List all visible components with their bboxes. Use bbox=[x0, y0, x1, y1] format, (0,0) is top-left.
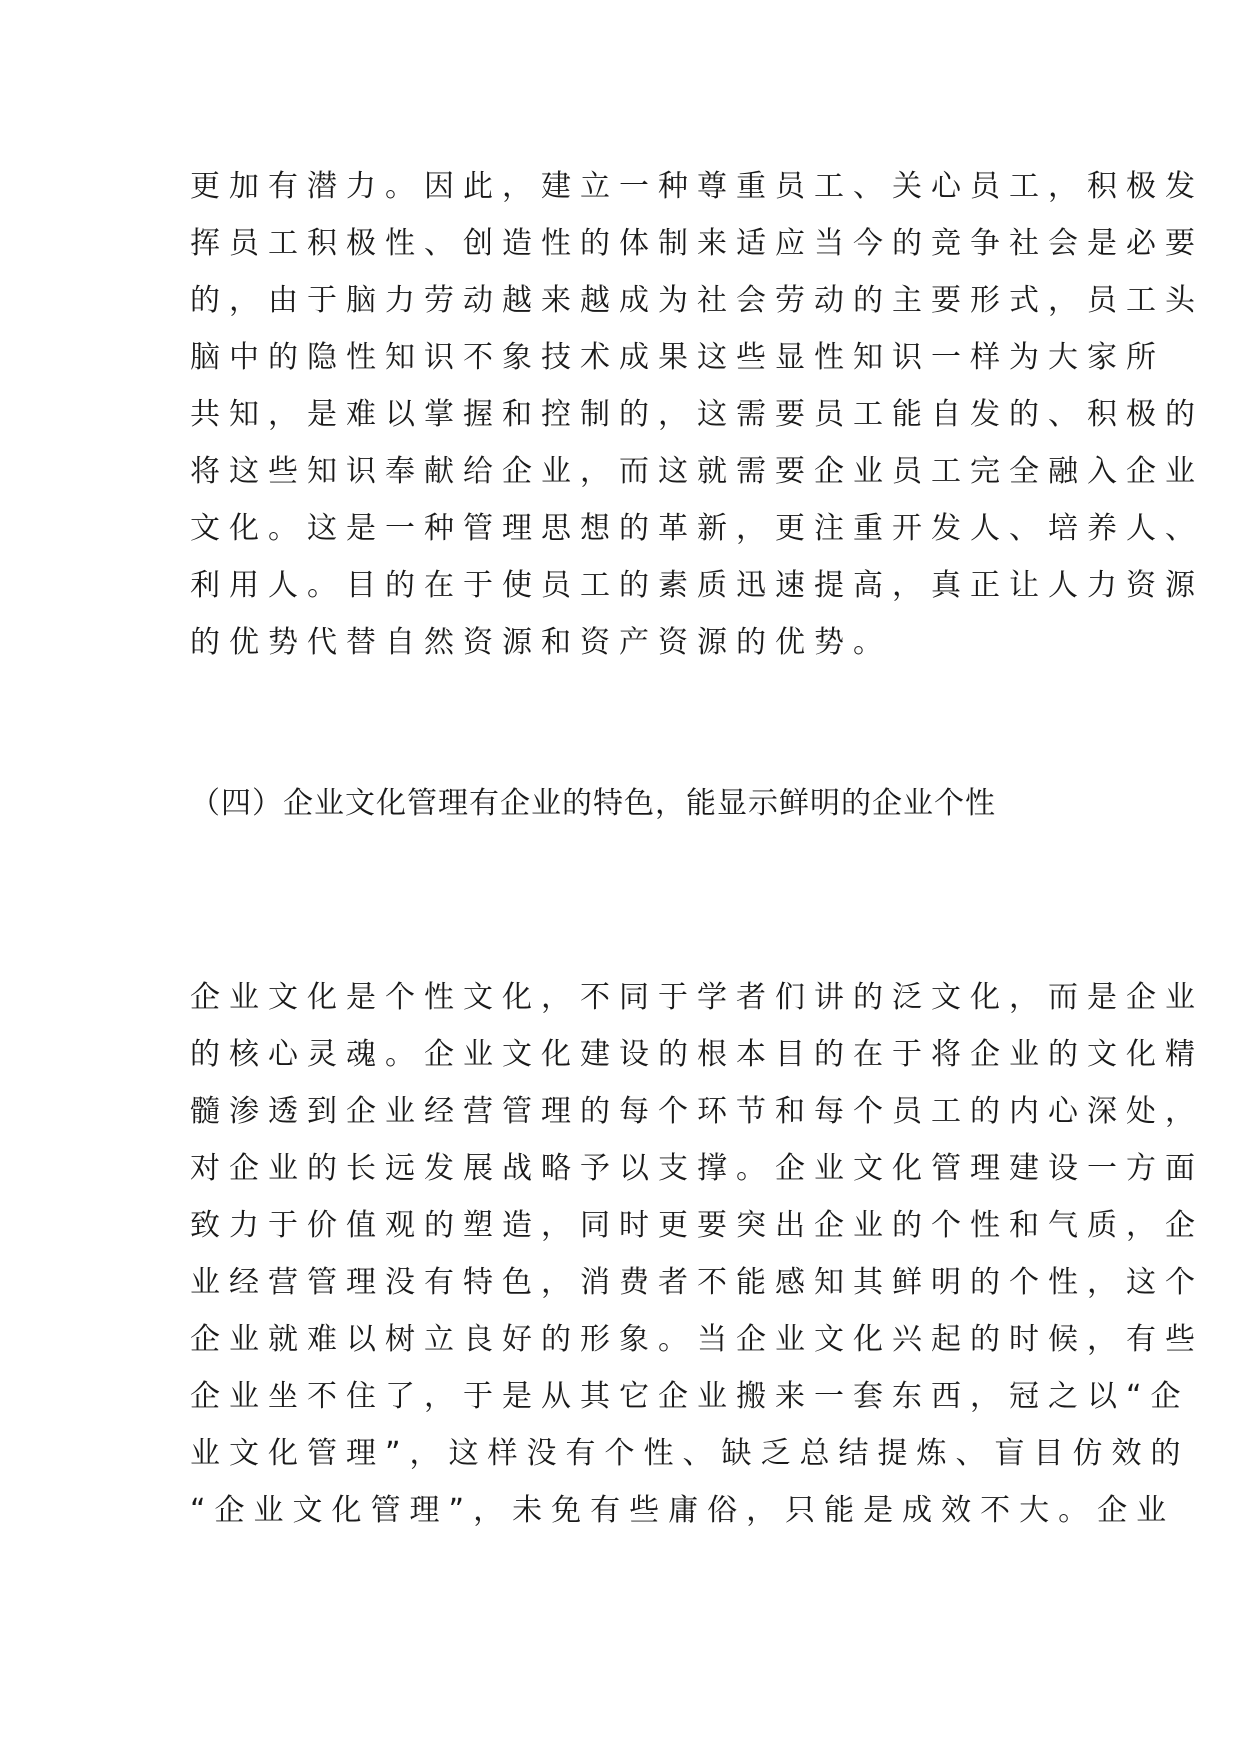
paragraph-line: 将这些知识奉献给企业，而这就需要企业员工完全融入企业 bbox=[190, 454, 1204, 489]
paragraph-line: 更加有潜力。因此，建立一种尊重员工、关心员工，积极发 bbox=[190, 169, 1204, 204]
paragraph-line: 利用人。目的在于使员工的素质迅速提高，真正让人力资源 bbox=[190, 568, 1204, 603]
paragraph-line: “企业文化管理”，未免有些庸俗，只能是成效不大。企业 bbox=[190, 1493, 1176, 1528]
paragraph-line: 的核心灵魂。企业文化建设的根本目的在于将企业的文化精 bbox=[190, 1037, 1204, 1072]
paragraph-line: 企业就难以树立良好的形象。当企业文化兴起的时候，有些 bbox=[190, 1322, 1204, 1357]
paragraph-line: 企业坐不住了，于是从其它企业搬来一套东西，冠之以“企 bbox=[190, 1379, 1190, 1414]
paragraph-line: 业经营管理没有特色，消费者不能感知其鲜明的个性，这个 bbox=[190, 1265, 1204, 1300]
paragraph-line: 的，由于脑力劳动越来越成为社会劳动的主要形式，员工头 bbox=[190, 283, 1204, 318]
paragraph-line: 脑中的隐性知识不象技术成果这些显性知识一样为大家所 bbox=[190, 340, 1165, 375]
section-heading: （四）企业文化管理有企业的特色，能显示鲜明的企业个性 bbox=[190, 786, 996, 821]
paragraph-line: 的优势代替自然资源和资产资源的优势。 bbox=[190, 625, 892, 660]
paragraph-line: 业文化管理”，这样没有个性、缺乏总结提炼、盲目仿效的 bbox=[190, 1436, 1190, 1471]
paragraph-line: 挥员工积极性、创造性的体制来适应当今的竞争社会是必要 bbox=[190, 226, 1204, 261]
paragraph-line: 髓渗透到企业经营管理的每个环节和每个员工的内心深处， bbox=[190, 1094, 1204, 1129]
paragraph-line: 共知，是难以掌握和控制的，这需要员工能自发的、积极的 bbox=[190, 397, 1204, 432]
paragraph-line: 对企业的长远发展战略予以支撑。企业文化管理建设一方面 bbox=[190, 1151, 1204, 1186]
paragraph-line: 文化。这是一种管理思想的革新，更注重开发人、培养人、 bbox=[190, 511, 1204, 546]
paragraph-line: 致力于价值观的塑造，同时更要突出企业的个性和气质，企 bbox=[190, 1208, 1204, 1243]
paragraph-line: 企业文化是个性文化，不同于学者们讲的泛文化，而是企业 bbox=[190, 980, 1204, 1015]
